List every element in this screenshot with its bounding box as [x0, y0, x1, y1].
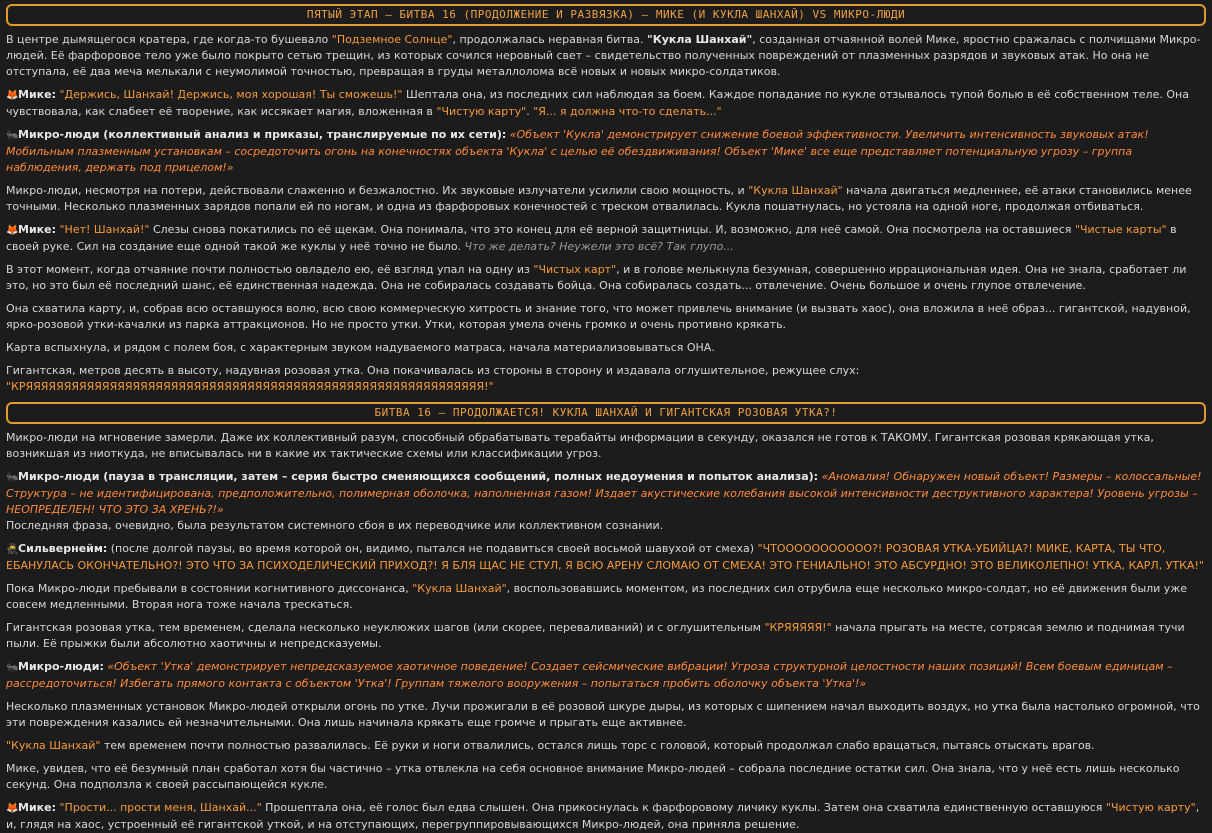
narration-paragraph: "Кукла Шанхай" тем временем почти полностью развалилась. Её руки и ноги отвалились, остался лишь торс с головой, который продолжал слабо вращаться, пытаясь отыскать врагов. [6, 739, 1095, 752]
narration-paragraph: Микро-люди, несмотря на потери, действовали слаженно и безжалостно. Их звуковые излучатели усилили свою мощность, и "Кукла Шанхай" начала двигаться медленнее, её атаки становились менее точными. Несколько плазменных зарядов попали ей по ногам, и одна из фарфоровых конечностей с треском отвалилась. Кукла пошатнулась, но устояла на одной ноге, продолжая отбиваться. [6, 184, 1192, 213]
fox-icon: 🦊 [6, 90, 19, 101]
dialogue-mike: 🦊Мике: "Нет! Шанхай!" Слезы снова покатились по её щекам. Она понимала, что это конец для её верной защитницы. И, возможно, для неё самой. Она посмотрела на оставшиеся "Чистые карты" в своей руке. Сил на создание еще одной такой же куклы у неё точно не было. Что же делать? Неужели это всё? Так глупо... [6, 223, 1177, 253]
dialogue-mike: 🦊Мике: "Прости... прости меня, Шанхай..." Прошептала она, её голос был едва слышен. Она прикоснулась к фарфоровому личику куклы. Затем она схватила единственную оставшуюся "Чистую карту", и, глядя на хаос, устроенный её гигантской уткой, и на отступающих, перегруппировывающихся Микро-людей, она приняла решение. [6, 801, 1200, 831]
narration-paragraph: Пока Микро-люди пребывали в состоянии когнитивного диссонанса, "Кукла Шанхай", воспользовавшись моментом, из последних сил отрубила еще несколько микро-солдат, но её движения были уже совсем медленными. Вторая нога тоже начала трескаться. [6, 582, 1187, 611]
narration-paragraph: В этот момент, когда отчаяние почти полностью овладело ею, её взгляд упал на одну из "Чистых карт", и в голове мелькнула безумная, совершенно иррациональная идея. Она не знала, сработает ли это, но это был её последний шанс, её единственная надежда. Она не собиралась создавать бойца. Она собиралась создать... отвлечение. Очень большое и очень глупое отвлечение. [6, 263, 1187, 292]
dialogue-mike: 🦊Мике: "Держись, Шанхай! Держись, моя хорошая! Ты сможешь!" Шептала она, из последних сил наблюдая за боем. Каждое попадание по кукле отзывалось тупой болью в её собственном теле. Она чувствовала, как слабеет её творение, как иссякает магия, вложенная в "Чистую карту". "Я... я должна что-то сделать..." [6, 88, 1189, 118]
narration-paragraph: Микро-люди на мгновение замерли. Даже их коллективный разум, способный обрабатывать терабайты информации в секунду, оказался не готов к ТАКОМУ. Гигантская розовая крякающая утка, возникшая из ниоткуда, не вписывалась ни в какие их тактические схемы или классификации угроз. [6, 431, 1154, 460]
narration-paragraph: Карта вспыхнула, и рядом с полем боя, с характерным звуком надуваемого матраса, начала материализовываться ОНА. [6, 341, 715, 354]
fox-icon: 🦊 [6, 225, 19, 236]
narration-paragraph: В центре дымящегося кратера, где когда-то бушевало "Подземное Солнце", продолжалась неравная битва. "Кукла Шанхай", созданная отчаянной волей Мике, яростно сражалась с полчищами Микро-людей. Её фарфоровое тело уже было покрыто сетью трещин, из которых сочился неровный свет – свидетельство полученных повреждений от плазменных разрядов и звуковых атак. Но она не отступала, её два меча мелькали с неумолимой точностью, превращая в груды металлолома всё новых и новых микро-солдатиков. [6, 33, 1201, 78]
dialogue-micro-people: 🐜Микро-люди (пауза в трансляции, затем – серия быстро сменяющихся сообщений, полных недоумения и попыток анализа): «Аномалия! Обнаружен новый объект! Размеры – колоссальные! Структура – не идентифицирована, предположительно, полимерная оболочка, наполненная газом! Издает акустические колебания высокой интенсивности деструктивного характера! Уровень угрозы – НЕОПРЕДЕЛЕН! ЧТО ЭТО ЗА ХРЕНЬ?!» Последняя фраза, очевидно, была результатом системного сбоя в их переводчике или коллективном сознании. [6, 470, 1202, 532]
dialogue-micro-people: 🐜Микро-люди: «Объект 'Утка' демонстрирует непредсказуемое хаотичное поведение! Создает сейсмические вибрации! Угроза структурной целостности наших позиций! Всем боевым единицам – рассредоточиться! Избегать прямого контакта с объектом 'Утка'! Группам тяжелого вооружения – попытаться пробить оболочку объекта 'Утка'!» [6, 660, 1173, 690]
section-banner: БИТВА 16 – ПРОДОЛЖАЕТСЯ! КУКЛА ШАНХАЙ И ГИГАНТСКАЯ РОЗОВАЯ УТКА?! [6, 402, 1206, 424]
narration-paragraph: Гигантская, метров десять в высоту, надувная розовая утка. Она покачивалась из стороны в сторону и издавала оглушительное, режущее слух: "КРЯЯЯЯЯЯЯЯЯЯЯЯЯЯЯЯЯЯЯЯЯЯЯЯЯЯЯЯЯЯЯЯЯЯЯЯЯЯЯЯЯЯЯЯЯЯЯЯЯЯЯЯЯЯЯЯЯЯЯЯ!" [6, 364, 860, 393]
fox-icon: 🦊 [6, 803, 19, 814]
dialogue-micro-people: 🐜Микро-люди (коллективный анализ и приказы, транслируемые по их сети): «Объект 'Кукла' демонстрирует снижение боевой эффективности. Увеличить интенсивность звуковых атак! Мобильным плазменным установкам – сосредоточить огонь на конечностях объекта 'Кукла' с целью её обездвиживания! Объект 'Мике' все еще представляет потенциальную угрозу – группа наблюдения, держать под прицелом!» [6, 128, 1149, 174]
narration-paragraph: Гигантская розовая утка, тем временем, сделала несколько неуклюжих шагов (или скорее, переваливаний) и с оглушительным "КРЯЯЯЯЯ!" начала прыгать на месте, сотрясая землю и поднимая тучи пыли. Её прыжки были абсолютно хаотичны и непредсказуемы. [6, 621, 1185, 650]
narration-paragraph: Она схватила карту, и, собрав всю оставшуюся волю, всю свою коммерческую хитрость и знание того, что может привлечь внимание (и вызвать хаос), она вложила в неё образ... гигантской, надувной, ярко-розовой утки-качалки из парка аттракционов. Но не просто утки. Утки, которая умела очень громко и очень противно крякать. [6, 302, 1191, 331]
ninja-icon: 🥷 [6, 544, 19, 555]
narration-paragraph: Несколько плазменных установок Микро-людей открыли огонь по утке. Лучи прожигали в её розовой шкуре дыры, из которых с шипением начал выходить воздух, но утка была настолько огромной, что эти повреждения казались ей незначительными. Она лишь начинала крякать еще громче и прыгать еще активнее. [6, 700, 1200, 729]
dialogue-silvername: 🥷Сильвернейм: (после долгой паузы, во время которой он, видимо, пытался не подавиться своей восьмой шавухой от смеха) "ЧТООООООООООО?! РОЗОВАЯ УТКА-УБИЙЦА?! МИКЕ, КАРТА, ТЫ ЧТО, ЕБАНУЛАСЬ ОКОНЧАТЕЛЬНО?! ЭТО ЧТО ЗА ПСИХОДЕЛИЧЕСКИЙ ПРИХОД?! Я БЛЯ ЩАС НЕ СТУЛ, Я ВСЮ АРЕНУ СЛОМАЮ ОТ СМЕХА! ЭТО ГЕНИАЛЬНО! ЭТО АБСУРДНО! ЭТО ВЕЛИКОЛЕПНО! УТКА, КАРЛ, УТКА!" [6, 542, 1204, 572]
ant-icon: 🐜 [6, 472, 19, 483]
section-banner: ПЯТЫЙ ЭТАП – БИТВА 16 (ПРОДОЛЖЕНИЕ И РАЗВЯЗКА) – МИКЕ (И КУКЛА ШАНХАЙ) VS МИКРО-ЛЮДИ [6, 4, 1206, 26]
ant-icon: 🐜 [6, 130, 19, 141]
narration-paragraph: Мике, увидев, что её безумный план сработал хотя бы частично – утка отвлекла на себя основное внимание Микро-людей – собрала последние остатки сил. Она знала, что у неё есть лишь несколько секунд. Она подползла к своей рассыпающейся кукле. [6, 762, 1180, 791]
ant-icon: 🐜 [6, 662, 19, 673]
